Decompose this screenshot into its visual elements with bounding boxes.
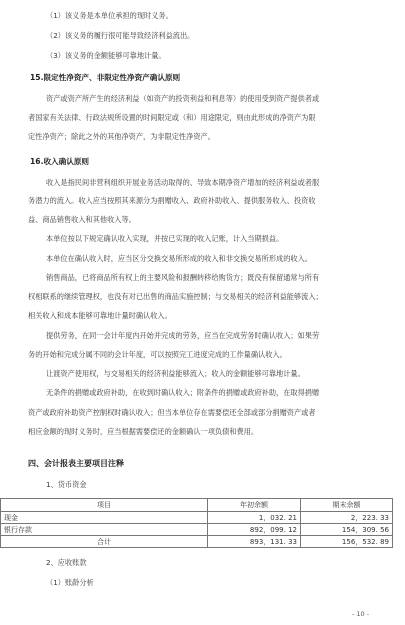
subsection-receivables-heading: 2、应收账款: [46, 558, 87, 567]
column-header-item: 项目: [1, 499, 208, 512]
section-16-line: 相关收入和成本能够可靠地计量时确认收入。: [28, 311, 172, 320]
section-16-line: 务的开始和完成分属不同的会计年度，可以按照完工进度完成的工作量确认收入。: [28, 350, 287, 359]
section-16-line: 收入是指民间非营利组织开展业务活动取得的、导致本期净资产增加的经济利益或者服: [46, 178, 320, 187]
condition-item-2: （2）该义务的履行很可能导致经济利益流出。: [46, 31, 195, 40]
table-row: [1, 524, 393, 536]
section-15-line: 资产或资产所产生的经济利益（如资产的投资利益和利息等）的使用受到资产提供者或: [46, 94, 320, 103]
section-16-line: 本单位在确认收入时，应当区分交换交易所形成的收入和非交换交易所形成的收入。: [46, 254, 312, 263]
row-end-balance: 156，532. 89: [301, 536, 393, 548]
section-16-line: 让渡资产使用权，与交易相关的经济利益能够流入；收入的金额能够可靠地计量。: [46, 369, 305, 378]
section-16-line: 销售商品，已将商品所有权上的主要风险和报酬转移给购货方；既没有保留通常与所有: [46, 273, 320, 282]
row-end-balance: 154，309. 56: [301, 524, 393, 536]
section-16-line: 权相联系的继续管理权，也没有对已出售的商品实施控制；与交易相关的经济利益能够流入；: [28, 292, 323, 301]
table-total-row: [1, 536, 393, 548]
section-4-heading: 四、会计报表主要项目注释: [28, 459, 124, 468]
row-item: 银行存款: [1, 524, 208, 536]
row-begin-balance: 892，099. 12: [208, 524, 301, 536]
section-16-line: 提供劳务，在同一会计年度内开始并完成的劳务，应当在完成劳务时确认收入；如果劳: [46, 331, 320, 340]
cash-balance-table: [0, 498, 393, 548]
condition-item-3: （3）该义务的金额能够可靠地计量。: [46, 51, 166, 60]
column-header-begin: 年初余额: [208, 499, 301, 512]
row-begin-balance: 1，032. 21: [208, 512, 301, 524]
section-16-line: 益、商品销售收入和其他收入等。: [28, 215, 136, 224]
section-15-line: 者国家有关法律、行政法规所设置的时间限定或（和）用途限定，则由此形成的净资产为限: [28, 113, 316, 122]
page-number: - 10 -: [352, 610, 370, 618]
subsection-cash-heading: 1、货币资金: [46, 480, 87, 489]
row-end-balance: 2，223. 33: [301, 512, 393, 524]
section-15-heading: 15.限定性净资产、非限定性净资产确认原则: [30, 73, 181, 82]
table-row: [1, 512, 393, 524]
section-15-line: 定性净资产；除此之外的其他净资产，为非限定性净资产。: [28, 132, 215, 141]
column-header-end: 期末余额: [301, 499, 393, 512]
section-16-line: 相应金额的现时义务时，应当根据需要偿还的金额确认一项负债和费用。: [28, 427, 259, 436]
section-16-line: 本单位按以下规定确认收入实现，并按已实现的收入记账，计入当期损益。: [46, 234, 284, 243]
section-16-line: 务潜力的流入。收入应当按照其来源分为捐赠收入、政府补助收入、提供服务收入、投资收: [28, 196, 316, 205]
section-16-line: 无条件的捐赠或政府补助，在收到时确认收入；附条件的捐赠或政府补助，在取得捐赠: [46, 388, 320, 397]
section-16-heading: 16.收入确认原则: [30, 157, 90, 166]
row-item: 合计: [1, 536, 208, 548]
condition-item-1: （1）该义务是本单位承担的现时义务。: [46, 11, 173, 20]
table-header-row: [1, 499, 393, 512]
section-16-line: 资产或政府补助资产控制权时确认收入；但当本单位存在需要偿还全部或部分捐赠资产或者: [28, 408, 316, 417]
row-begin-balance: 893，131. 33: [208, 536, 301, 548]
row-item: 现金: [1, 512, 208, 524]
subsection-aging-heading: （1）账龄分析: [46, 578, 94, 587]
